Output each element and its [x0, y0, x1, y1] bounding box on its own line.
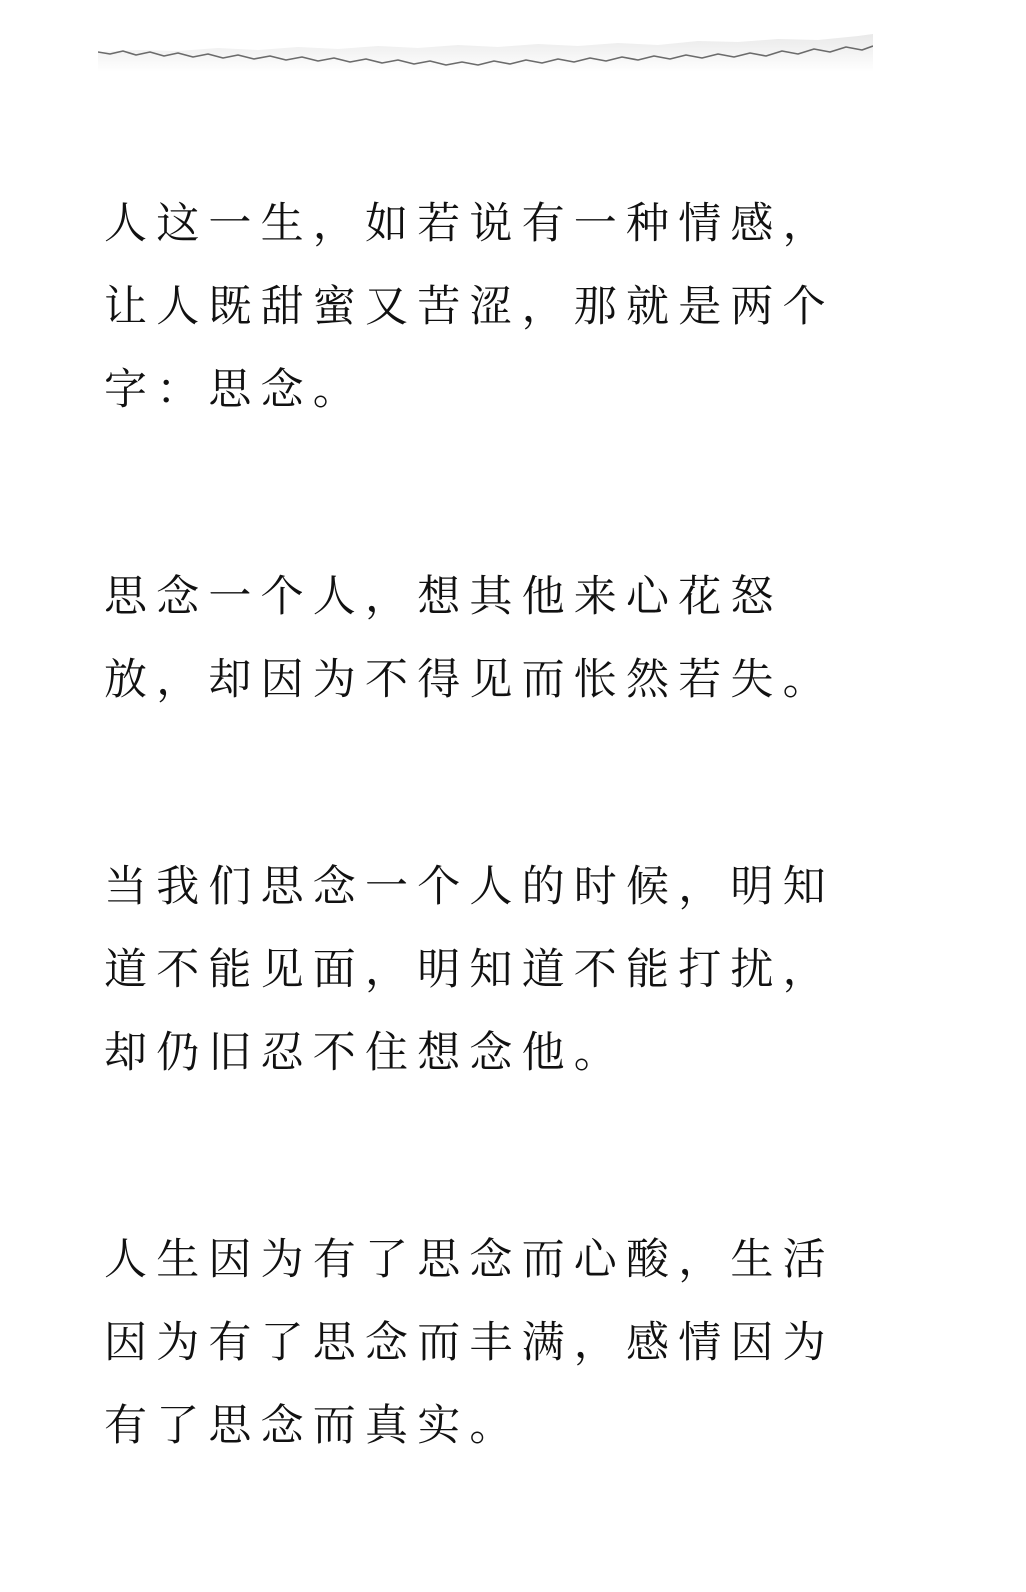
text-line: 却仍旧忍不住想念他。: [104, 1028, 626, 1078]
text-line: 字：思念。: [104, 365, 365, 415]
paragraph-3: [104, 846, 844, 1095]
paragraph-4: [104, 1219, 844, 1468]
text-line: 有了思念而真实。: [104, 1401, 522, 1451]
text-line: 道不能见面，明知道不能打扰，: [104, 945, 835, 995]
text-line: 让人既甜蜜又苦涩，那就是两个: [104, 282, 835, 332]
text-line: 人这一生，如若说有一种情感，: [104, 199, 835, 249]
text-line: 思念一个人，想其他来心花怒: [104, 572, 783, 622]
text-line: 因为有了思念而丰满，感情因为: [104, 1318, 835, 1368]
text-line: 放，却因为不得见而怅然若失。: [104, 655, 835, 705]
paragraph-2: [104, 556, 844, 722]
text-line: 当我们思念一个人的时候，明知: [104, 862, 835, 912]
torn-paper-edge: [98, 30, 873, 92]
article-body: [104, 183, 844, 1592]
paragraph-1: [104, 183, 844, 432]
text-line: 人生因为有了思念而心酸，生活: [104, 1235, 835, 1285]
